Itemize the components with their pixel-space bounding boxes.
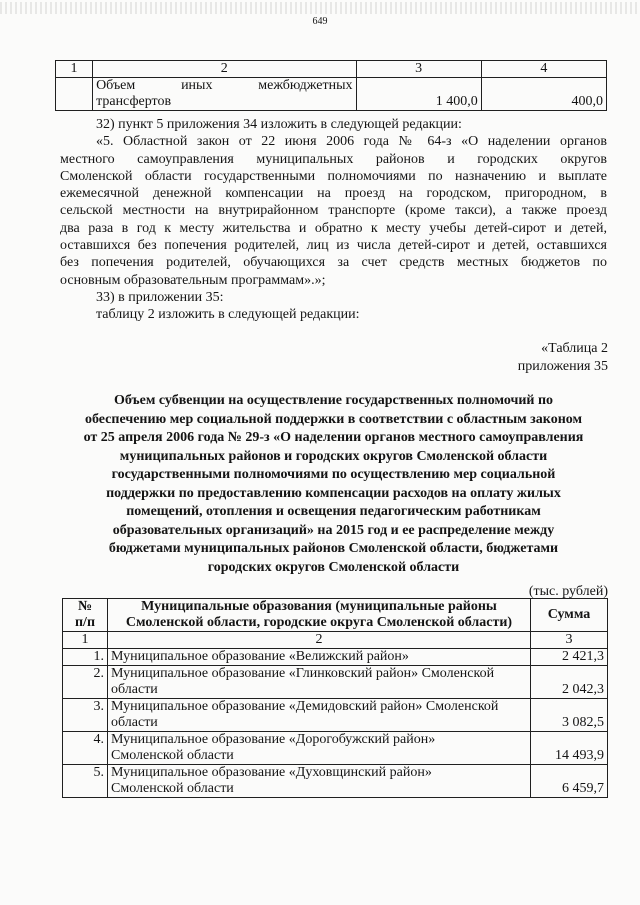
text-line: без попечения родителей, обучающихся за счет средств местных бюджетов по — [60, 255, 607, 271]
row-number: 5. — [63, 765, 108, 798]
distribution-table — [62, 598, 608, 798]
name-line: Муниципальное образование «Дорогобужский район» — [111, 732, 436, 747]
table-label-line-1: «Таблица 2 — [541, 341, 608, 356]
name-word: Объем — [96, 78, 136, 93]
name-line-2: трансфертов — [96, 94, 172, 109]
units-label: (тыс. рублей) — [528, 584, 608, 599]
row-number: 2. — [63, 666, 108, 699]
text-line: местного самоуправления муниципальных районов и городских округов — [60, 151, 607, 167]
name-line-1 — [96, 78, 352, 94]
header-name — [108, 599, 531, 632]
text-line: основным образовательным программам».»; — [60, 272, 326, 288]
name-line: Муниципальное образование «Велижский район» — [111, 649, 409, 664]
row-sum: 14 493,9 — [531, 732, 608, 765]
page-number: 649 — [312, 16, 328, 27]
table-header-row — [56, 61, 607, 78]
row-sum: 2 421,3 — [531, 649, 608, 666]
title-line: образовательных организаций» на 2015 год и ее распределение между — [112, 522, 555, 538]
text-line: «5. Областной закон от 22 июня 2006 года № 64-з «О наделении органов — [96, 134, 607, 150]
column-number: 1 — [63, 632, 108, 649]
row-number: 4. — [63, 732, 108, 765]
name-word: межбюджетных — [258, 78, 353, 93]
paragraph-5 — [60, 133, 607, 289]
title-line: от 25 апреля 2006 года № 29-з «О наделении органов местного самоуправления — [83, 430, 584, 445]
table-label — [518, 340, 608, 375]
table-row — [63, 699, 608, 732]
municipality-name — [108, 765, 531, 798]
row-name-cell — [93, 78, 356, 111]
paragraph-33-2: таблицу 2 изложить в следующей редакции: — [96, 307, 360, 323]
municipality-name — [108, 649, 531, 666]
title-line: поддержки по предоставлению компенсации расходов на оплату жилых — [106, 485, 561, 501]
title-line: Объем субвенции на осуществление государственных полномочий по — [113, 393, 554, 408]
column-number-row — [63, 632, 608, 649]
header-sum: Сумма — [531, 599, 608, 632]
paragraph-32: 32) пункт 5 приложения 34 изложить в следующей редакции: — [96, 117, 462, 132]
column-number: 2 — [108, 632, 531, 649]
municipality-name — [108, 732, 531, 765]
text-line: два раза в год к месту жительства и обратно к месту учебы детей-сирот и детей, — [60, 220, 607, 236]
row-sum: 2 042,3 — [531, 666, 608, 699]
header-text: п/п — [74, 615, 96, 630]
title-line: муниципальных районов и городских округов Смоленской области — [119, 448, 548, 464]
table-title — [60, 392, 607, 577]
paragraph-33: 33) в приложении 35: — [96, 289, 224, 305]
header-text: Муниципальные образования (муниципальные районы — [141, 599, 497, 614]
title-line: государственными полномочиями по осуществлению мер социальной — [111, 467, 556, 482]
body-text — [60, 116, 607, 324]
table-row — [63, 649, 608, 666]
column-number: 3 — [531, 632, 608, 649]
header-text: Смоленской области, городские округа Смоленской области) — [125, 615, 513, 630]
table-row — [63, 666, 608, 699]
title-line: обеспечению мер социальной поддержки в соответствии с областным законом — [84, 411, 583, 427]
name-line: Муниципальное образование «Духовщинский район» — [111, 765, 432, 780]
table-header-row — [63, 599, 608, 632]
name-line: области — [111, 715, 158, 730]
title-line: городских округов Смоленской области — [207, 559, 460, 575]
header-cell: 4 — [481, 61, 606, 78]
value-cell: 1 400,0 — [356, 78, 481, 111]
name-line: Муниципальное образование «Глинковский район» Смоленской — [111, 666, 495, 681]
header-cell: 3 — [356, 61, 481, 78]
name-line: Муниципальное образование «Демидовский район» Смоленской — [111, 699, 499, 714]
name-line: области — [111, 682, 158, 697]
text-line: ежемесячной денежной компенсации на проезд на городском, пригородном, в — [60, 186, 607, 202]
table-label-line-2: приложения 35 — [517, 358, 608, 374]
scan-noise-strip — [0, 2, 640, 14]
value-cell: 400,0 — [481, 78, 606, 111]
text-line: сельской местности на внутрирайонном транспорте (кроме такси), а также проезд — [60, 203, 607, 219]
header-text: № — [77, 599, 93, 614]
name-word: иных — [181, 78, 213, 93]
text-line: оставшихся без попечения родителей, лиц из числа детей-сирот и детей, оставшихся — [60, 238, 607, 254]
municipality-name — [108, 699, 531, 732]
table-row — [63, 765, 608, 798]
row-number-cell — [56, 78, 93, 111]
name-line: Смоленской области — [111, 781, 234, 796]
text-line: Смоленской области государственными полномочиями по назначению и выплате — [60, 168, 607, 184]
header-number — [63, 599, 108, 632]
row-number: 1. — [63, 649, 108, 666]
name-line: Смоленской области — [111, 748, 234, 763]
header-cell: 1 — [56, 61, 93, 78]
table-row — [63, 732, 608, 765]
header-cell: 2 — [93, 61, 356, 78]
title-line: бюджетами муниципальных районов Смоленской области, бюджетами — [108, 541, 559, 556]
continuation-table — [55, 60, 607, 111]
table-row — [56, 78, 607, 111]
row-sum: 3 082,5 — [531, 699, 608, 732]
row-number: 3. — [63, 699, 108, 732]
municipality-name — [108, 666, 531, 699]
title-line: помещений, отопления и освещения педагогическим работникам — [126, 504, 541, 519]
row-sum: 6 459,7 — [531, 765, 608, 798]
